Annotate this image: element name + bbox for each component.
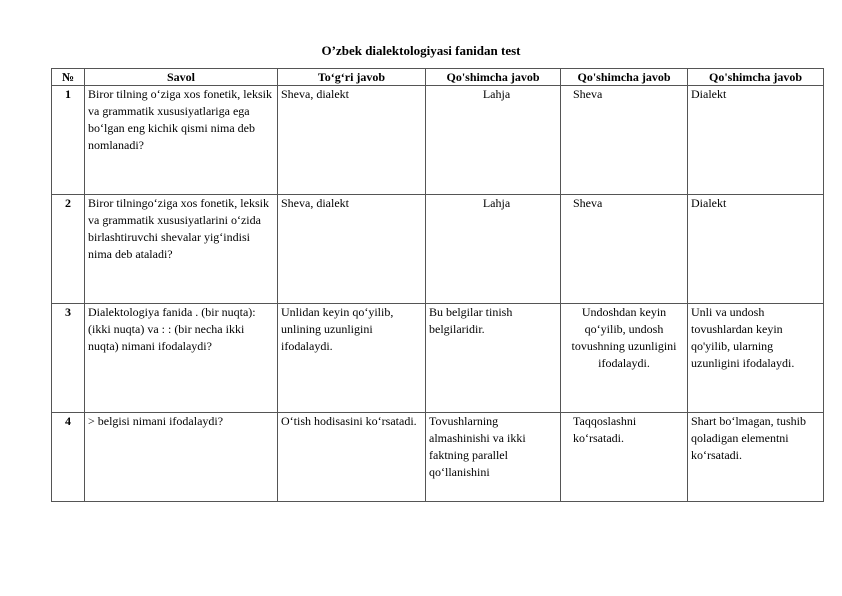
extra-answer-1-cell: Lahja: [426, 195, 561, 304]
extra-answer-2-cell: Sheva: [561, 86, 688, 195]
correct-answer-cell: Sheva, dialekt: [278, 86, 426, 195]
question-cell: Biror tilning o‘ziga xos fonetik, leksik va grammatik xususiyatlariga ega bo‘lgan eng kichik qismi nima deb nomlanadi?: [85, 86, 278, 195]
extra-answer-1-cell: Lahja: [426, 86, 561, 195]
page-title: O’zbek dialektologiyasi fanidan test: [321, 43, 521, 58]
header-togri-javob: To‘g‘ri javob: [278, 69, 426, 86]
correct-answer-cell: Sheva, dialekt: [278, 195, 426, 304]
extra-answer-3-cell: Shart bo‘lmagan, tushib qoladigan elementni ko‘rsatadi.: [688, 413, 824, 502]
correct-answer-cell: Unlidan keyin qo‘yilib, unlining uzunligini ifodalaydi.: [278, 304, 426, 413]
extra-answer-3-cell: Dialekt: [688, 86, 824, 195]
extra-answer-2-cell: Sheva: [561, 195, 688, 304]
table-row: [52, 413, 824, 502]
table-row: [52, 304, 824, 413]
extra-answer-2-cell: Undoshdan keyin qo‘yilib, undosh tovushning uzunligini ifodalaydi.: [561, 304, 688, 413]
test-table: [51, 68, 824, 502]
extra-answer-1-cell: Tovushlarning almashinishi va ikki faktning parallel qo‘llanishini: [426, 413, 561, 502]
extra-answer-3-cell: Unli va undosh tovushlardan keyin qo'yilib, ularning uzunligini ifodalaydi.: [688, 304, 824, 413]
extra-answer-1-cell: Bu belgilar tinish belgilaridir.: [426, 304, 561, 413]
table-row: [52, 86, 824, 195]
question-cell: > belgisi nimani ifodalaydi?: [85, 413, 278, 502]
correct-answer-cell: O‘tish hodisasini ko‘rsatadi.: [278, 413, 426, 502]
extra-answer-2-cell: Taqqoslashni ko‘rsatadi.: [561, 413, 688, 502]
table-row: [52, 195, 824, 304]
question-cell: Dialektologiya fanida . (bir nuqta): (ikki nuqta) va : : (bir necha ikki nuqta) nimani ifodalaydi?: [85, 304, 278, 413]
row-number: 2: [52, 195, 85, 304]
header-number: №: [52, 69, 85, 86]
header-qoshimcha-javob-3: Qo'shimcha javob: [688, 69, 824, 86]
table-header-row: [52, 69, 824, 86]
question-cell: Biror tilningo‘ziga xos fonetik, leksik va grammatik xususiyatlarini o‘zida birlashtiruvchi shevalar yig‘indisi nima deb ataladi?: [85, 195, 278, 304]
header-qoshimcha-javob-1: Qo'shimcha javob: [426, 69, 561, 86]
header-savol: Savol: [85, 69, 278, 86]
row-number: 4: [52, 413, 85, 502]
extra-answer-3-cell: Dialekt: [688, 195, 824, 304]
header-qoshimcha-javob-2: Qo'shimcha javob: [561, 69, 688, 86]
row-number: 1: [52, 86, 85, 195]
row-number: 3: [52, 304, 85, 413]
